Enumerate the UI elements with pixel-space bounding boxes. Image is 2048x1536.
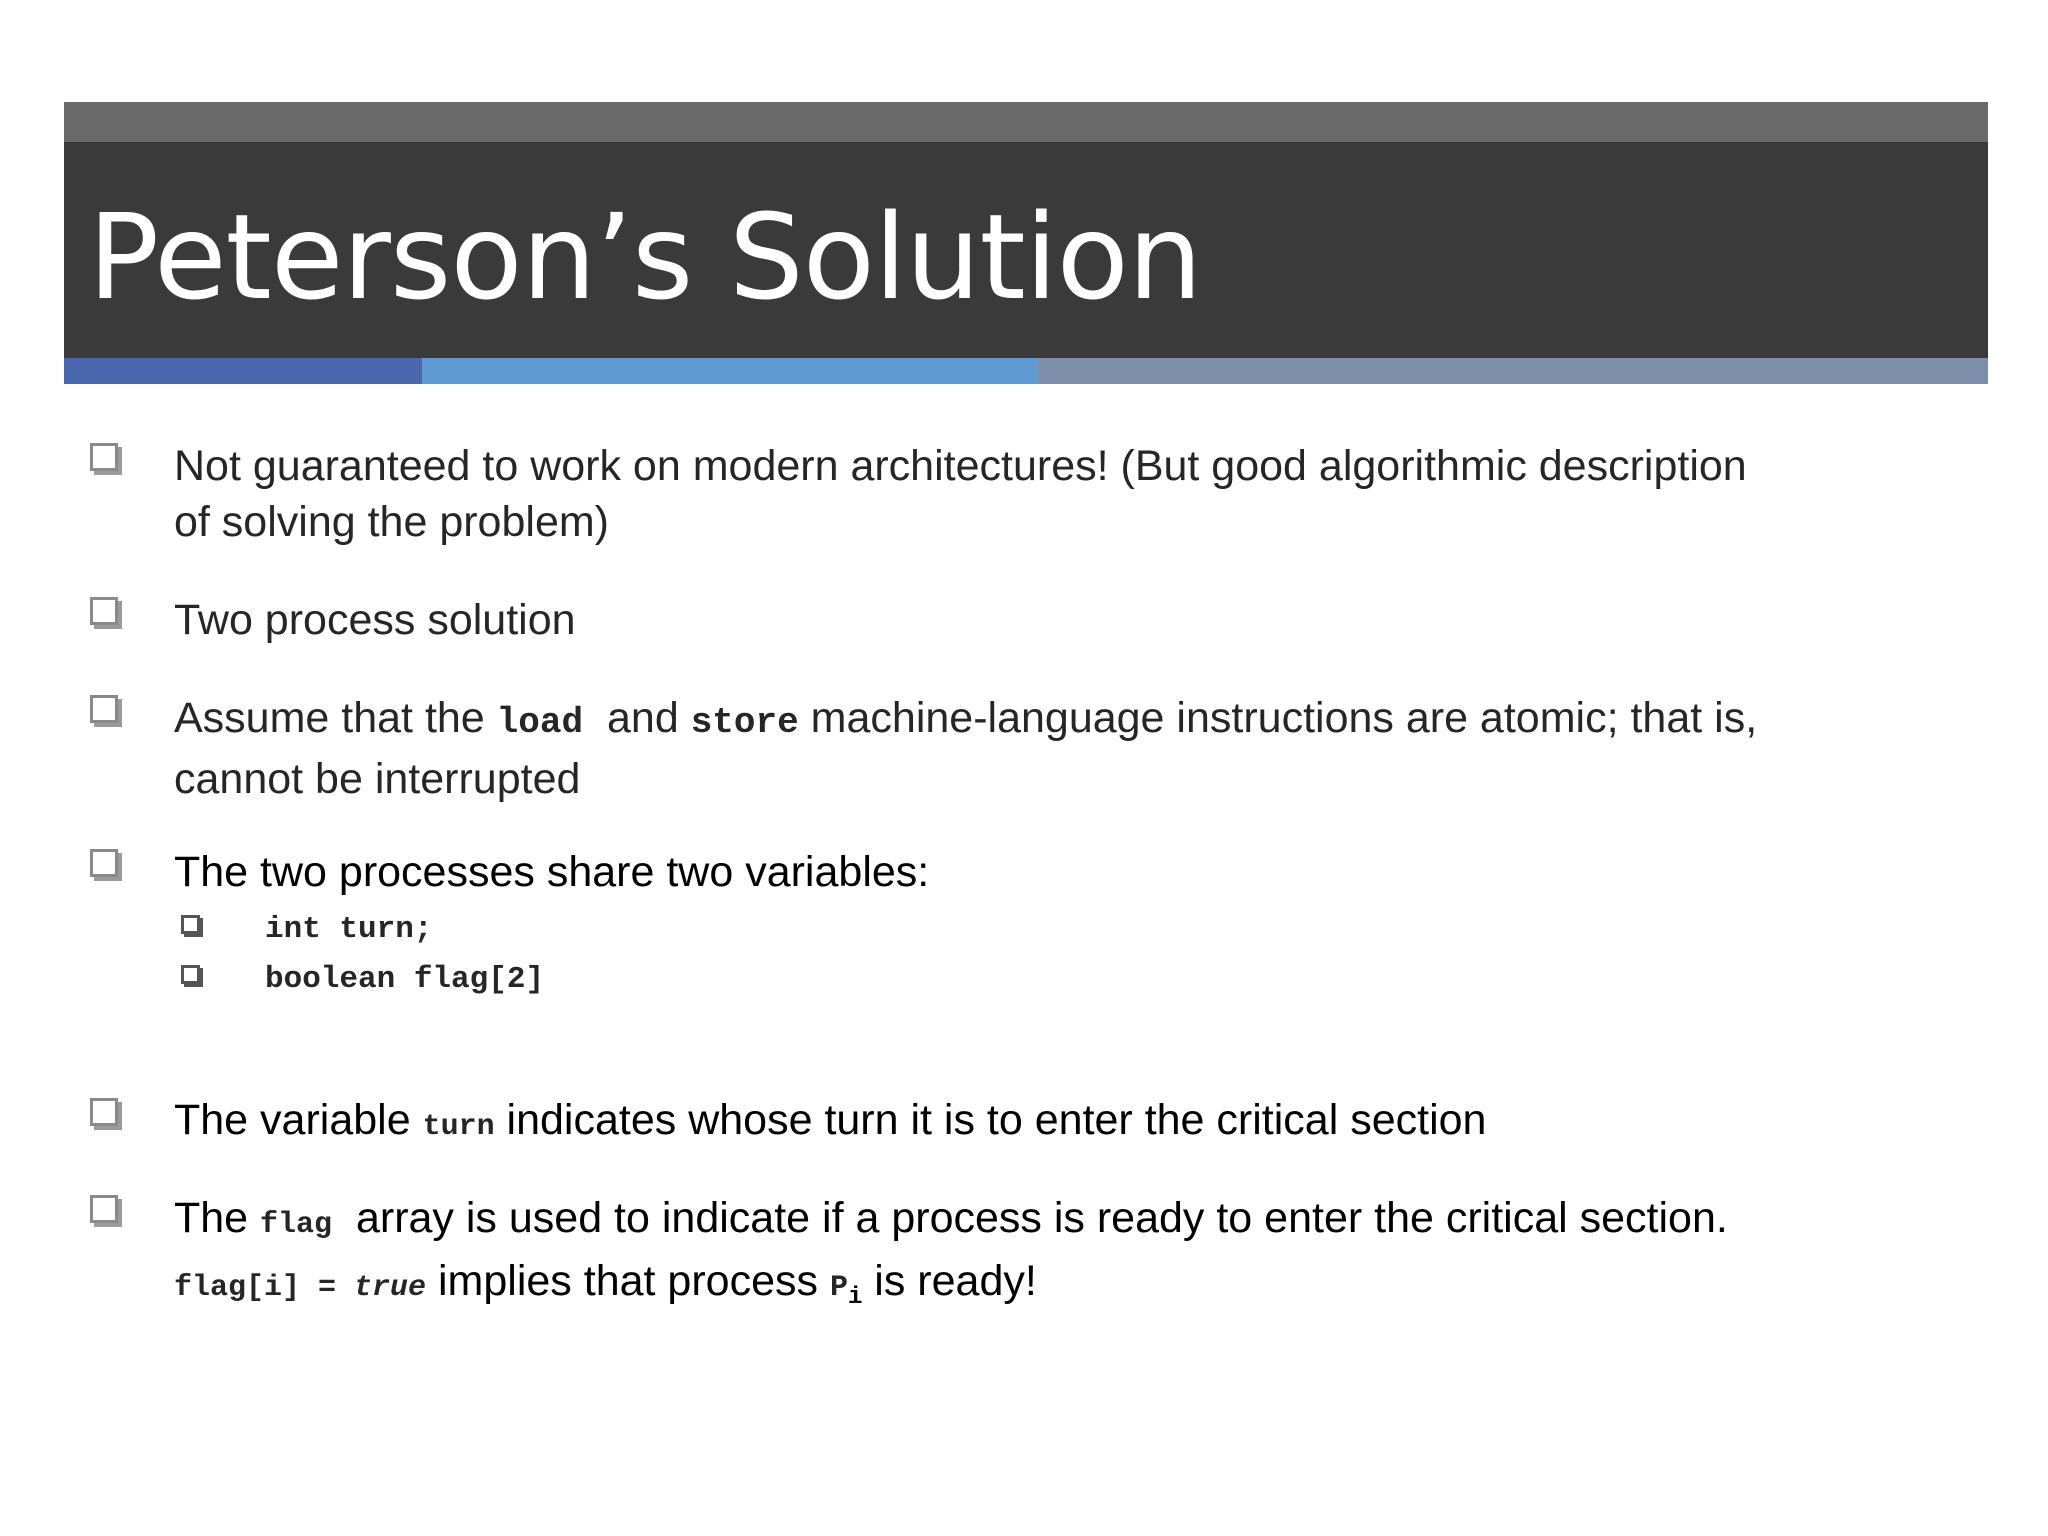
code-store: store (690, 702, 799, 743)
bullet-line-2 (174, 1253, 1994, 1316)
bullet-text: machine-language instructions are atomic; that is, (798, 694, 1758, 742)
bullet-text-line2: cannot be interrupted (174, 755, 581, 803)
checkbox-icon (90, 597, 118, 625)
bullet-item (174, 592, 1994, 648)
bullet-text: indicates whose turn it is to enter the critical section (494, 1096, 1487, 1144)
bullet-item (174, 690, 1994, 807)
checkbox-icon (90, 443, 118, 471)
bullet-text: The two processes share two variables: (174, 848, 930, 896)
bullet-text-line2: of solving the problem) (174, 498, 609, 546)
bullet-text: Two process solution (174, 596, 576, 644)
bullet-line-1 (174, 690, 1994, 751)
bullet-text: array is used to indicate if a process is ready to enter the critical section. (332, 1194, 1728, 1242)
checkbox-icon (90, 695, 118, 723)
bullet-item (174, 1190, 1994, 1316)
bullet-item (174, 844, 1994, 900)
bullet-item (174, 1092, 1994, 1155)
checkbox-icon (90, 849, 118, 877)
process-subscript: i (847, 1284, 863, 1311)
process-name: P (829, 1271, 848, 1305)
code-turn: turn (422, 1110, 495, 1144)
bullet-text: The (174, 1194, 261, 1242)
code-flag: flag (260, 1208, 333, 1242)
bullet-line-1 (174, 1190, 1994, 1253)
sub-item-boolean-flag: boolean flag[2] (265, 962, 545, 997)
slide-title: Peterson’s Solution (88, 188, 1202, 326)
bullet-item (174, 438, 1994, 550)
code-true: true (354, 1271, 427, 1305)
checkbox-icon (90, 1195, 118, 1223)
bullet-text: Not guaranteed to work on modern architectures! (But good algorithmic description (174, 442, 1747, 490)
checkbox-icon (181, 965, 200, 984)
code-load: load (496, 702, 584, 743)
bullet-text: Assume that the (174, 694, 497, 742)
checkbox-icon (90, 1098, 118, 1126)
checkbox-icon (181, 915, 200, 934)
bullet-text: is ready! (862, 1257, 1037, 1305)
sub-item-int-turn: int turn; (265, 912, 433, 947)
bullet-line-1 (174, 1092, 1994, 1155)
bullet-text: implies that process (426, 1257, 830, 1305)
code-flag-i: flag[i] = (174, 1271, 355, 1305)
bullet-text: The variable (174, 1096, 423, 1144)
bullet-text: and (583, 694, 691, 742)
